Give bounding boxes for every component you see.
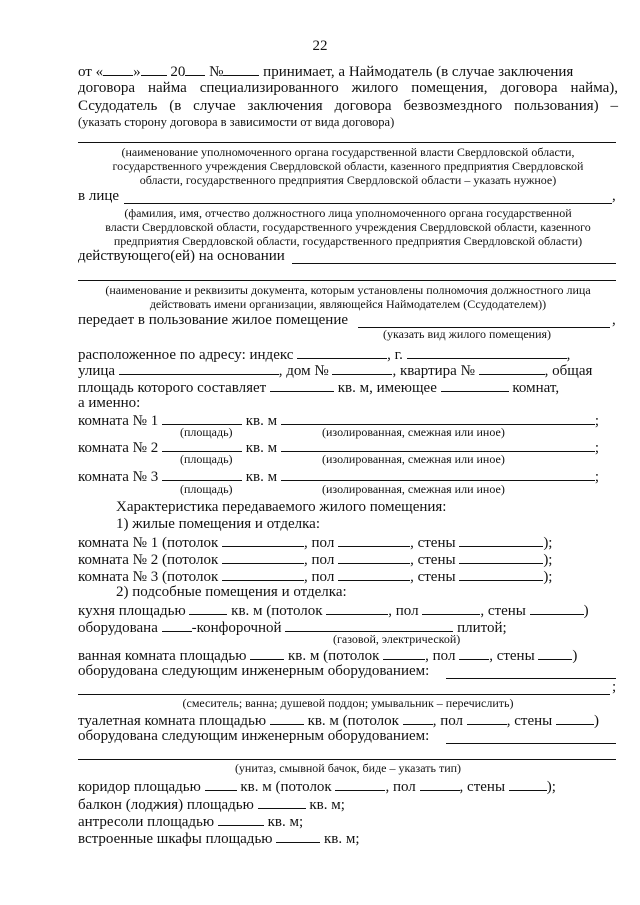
intro-line-2: договора найма специализированного жилого помещения, договора найма), <box>78 80 618 96</box>
hint-type: (указать вид жилого помещения) <box>383 327 551 341</box>
kitchen-equipped-label: оборудована <box>78 620 158 636</box>
hint-authority-1: (наименование уполномоченного органа государственной власти Свердловской области, <box>121 145 575 159</box>
hint-official-1: (фамилия, имя, отчество должностного лица уполномоченного органа государственной <box>124 206 572 220</box>
room-3-hint-area: (площадь) <box>180 482 233 496</box>
basis-field-2[interactable] <box>78 280 616 281</box>
address-label: расположенное по адресу: индекс <box>78 347 294 363</box>
hint-official-3: предприятия Свердловской области, государственного предприятия Свердловской области) <box>113 234 583 248</box>
room-2-kind-field[interactable] <box>281 438 595 452</box>
closets-label: встроенные шкафы площадью <box>78 831 273 847</box>
house-field[interactable] <box>332 361 392 375</box>
finish-3-floor-label: , пол <box>304 569 335 585</box>
page-number: 22 <box>312 38 328 54</box>
rooms-count-field[interactable] <box>441 378 509 392</box>
bathroom-equipment-label: оборудована следующим инженерным оборудованием: <box>78 663 430 679</box>
corridor-area-field[interactable] <box>205 777 237 791</box>
kitchen-walls-field[interactable] <box>530 601 584 615</box>
closets-unit: кв. м; <box>324 831 360 847</box>
toilet-area-label: туалетная комната площадью <box>78 713 267 729</box>
hint-document-2: действовать имени организации, являющейся Наймодателем (Ссудодателем)) <box>149 297 547 311</box>
kitchen-hint: (газовой, электрической) <box>333 632 461 646</box>
balcony-area-field[interactable] <box>258 795 306 809</box>
toilet-walls-field[interactable] <box>556 711 594 725</box>
finish-1-floor-label: , пол <box>304 535 335 551</box>
in-person-end: , <box>612 188 616 204</box>
closets-line <box>78 829 618 848</box>
mezzanine-unit: кв. м; <box>267 814 304 830</box>
kitchen-ceiling-label: кв. м (потолок <box>231 603 323 619</box>
bathroom-equipment-end: ; <box>612 679 617 695</box>
room-2-hint-kind: (изолированная, смежная или иное) <box>322 452 505 466</box>
room-1-kind-field[interactable] <box>281 411 595 425</box>
room-2-unit: кв. м <box>245 440 278 456</box>
toilet-equipment-label: оборудована следующим инженерным оборудованием: <box>78 728 430 744</box>
day-field[interactable] <box>103 62 133 76</box>
corridor-ceiling-label: кв. м (потолок <box>240 779 332 795</box>
hint-document-1: (наименование и реквизиты документа, которым установлены полномочия должностного лица <box>105 283 591 297</box>
toilet-end: ) <box>594 713 599 729</box>
toilet-walls-label: , стены <box>506 713 553 729</box>
finish-1-ceiling-field[interactable] <box>222 533 304 547</box>
intro-from: от « <box>78 64 104 80</box>
stove-label: плитой; <box>457 620 507 636</box>
section-2-title: 2) подсобные помещения и отделка: <box>116 584 347 600</box>
room-2-hint-area: (площадь) <box>180 452 233 466</box>
kitchen-ceiling-field[interactable] <box>326 601 388 615</box>
namely-label: а именно: <box>78 395 141 411</box>
kitchen-floor-label: , пол <box>388 603 419 619</box>
finish-3-walls-field[interactable] <box>459 567 543 581</box>
corridor-walls-field[interactable] <box>509 777 547 791</box>
bathroom-ceiling-label: кв. м (потолок <box>287 648 380 664</box>
total-label: , общая <box>544 363 593 379</box>
intro-hint: (указать сторону договора в зависимости от вида договора) <box>78 115 395 129</box>
corridor-floor-field[interactable] <box>420 777 460 791</box>
finish-1-floor-field[interactable] <box>338 533 410 547</box>
room-2-label: комната № 2 <box>78 440 159 456</box>
toilet-floor-field[interactable] <box>467 711 507 725</box>
city-field[interactable] <box>407 345 567 359</box>
flat-label: , квартира № <box>392 363 475 379</box>
hint-authority-2: государственного учреждения Свердловской области, казенного предприятия Свердловской <box>112 159 584 173</box>
room-1-area-field[interactable] <box>162 411 242 425</box>
finish-2-floor-label: , пол <box>304 552 335 568</box>
rooms-label: комнат, <box>512 380 560 396</box>
address-end: , <box>566 347 571 363</box>
characteristics-title: Характеристика передаваемого жилого помещения: <box>116 499 447 515</box>
finish-2-walls-field[interactable] <box>459 550 543 564</box>
city-label: , г. <box>387 347 403 363</box>
finish-3-ceiling-field[interactable] <box>222 567 304 581</box>
postal-index-field[interactable] <box>297 345 387 359</box>
finish-1-walls-field[interactable] <box>459 533 543 547</box>
kitchen-area-field[interactable] <box>189 601 227 615</box>
room-2-area-field[interactable] <box>162 438 242 452</box>
kitchen-walls-label: , стены <box>480 603 526 619</box>
finish-1-walls-label: , стены <box>410 535 456 551</box>
corridor-floor-label: , пол <box>385 779 416 795</box>
bathroom-area-label: ванная комната площадью <box>78 648 247 664</box>
room-1-unit: кв. м <box>245 413 278 429</box>
number-field[interactable] <box>223 62 259 76</box>
mezzanine-area-field[interactable] <box>218 812 264 826</box>
room-3-unit: кв. м <box>245 469 278 485</box>
bathroom-equipment-field-2[interactable] <box>78 694 610 695</box>
bathroom-floor-label: , пол <box>425 648 456 664</box>
room-3-area-field[interactable] <box>162 467 242 481</box>
bathroom-hint: (смеситель; ванна; душевой поддон; умывальник – перечислить) <box>182 696 514 710</box>
finish-1-ceiling-label: комната № 1 (потолок <box>78 535 219 551</box>
mezzanine-label: антресоли площадью <box>78 814 215 830</box>
room-1-end: ; <box>594 413 600 429</box>
intro-quote: » <box>133 64 141 80</box>
finish-2-walls-label: , стены <box>410 552 456 568</box>
room-1-hint-kind: (изолированная, смежная или иное) <box>322 425 505 439</box>
kitchen-area-label: кухня площадью <box>78 603 186 619</box>
intro-text-1: принимает, а Наймодатель (в случае заключения <box>263 64 574 80</box>
in-person-label: в лице <box>78 188 120 204</box>
intro-number-sign: № <box>209 64 224 80</box>
official-name-field[interactable] <box>124 203 612 204</box>
room-3-end: ; <box>594 469 600 485</box>
flat-field[interactable] <box>479 361 545 375</box>
intro-line-3: Ссудодатель (в случае заключения договора безвозмездного пользования) – <box>78 98 618 114</box>
section-1-title: 1) жилые помещения и отделка: <box>116 516 321 532</box>
closets-area-field[interactable] <box>276 829 320 843</box>
finish-2-ceiling-field[interactable] <box>222 550 304 564</box>
corridor-end: ); <box>546 779 556 795</box>
finish-2-ceiling-label: комната № 2 (потолок <box>78 552 219 568</box>
corridor-line <box>78 777 618 796</box>
authority-field[interactable] <box>78 142 616 143</box>
bathroom-floor-field[interactable] <box>459 646 489 660</box>
total-area-field[interactable] <box>270 378 334 392</box>
intro-line-1 <box>78 62 618 81</box>
finish-1-end: ); <box>543 535 553 551</box>
room-2-end: ; <box>594 440 600 456</box>
toilet-hint: (унитаз, смывной бачок, биде – указать тип) <box>234 761 462 775</box>
kitchen-end: ) <box>583 603 589 619</box>
toilet-area-field[interactable] <box>270 711 304 725</box>
bathroom-equipment-field[interactable] <box>446 678 616 679</box>
burners-label: -конфорочной <box>191 620 282 636</box>
transfer-end: , <box>612 312 616 328</box>
room-3-label: комната № 3 <box>78 469 159 485</box>
room-3-hint-kind: (изолированная, смежная или иное) <box>322 482 505 496</box>
finish-3-end: ); <box>543 569 553 585</box>
balcony-unit: кв. м; <box>309 797 345 813</box>
basis-field[interactable] <box>292 263 616 264</box>
room-1-hint-area: (площадь) <box>180 425 233 439</box>
house-label: , дом № <box>278 363 329 379</box>
finish-2-floor-field[interactable] <box>338 550 410 564</box>
bathroom-ceiling-field[interactable] <box>383 646 425 660</box>
street-field[interactable] <box>119 361 279 375</box>
transfer-label: передает в пользование жилое помещение <box>78 312 349 328</box>
bathroom-area-field[interactable] <box>250 646 284 660</box>
corridor-area-label: коридор площадью <box>78 779 201 795</box>
room-1-label: комната № 1 <box>78 413 159 429</box>
street-label: улица <box>78 363 116 379</box>
bathroom-walls-label: , стены <box>489 648 535 664</box>
burners-field[interactable] <box>162 618 192 632</box>
toilet-equipment-field[interactable] <box>446 743 616 744</box>
balcony-label: балкон (лоджия) площадью <box>78 797 254 813</box>
room-3-kind-field[interactable] <box>281 467 595 481</box>
corridor-walls-label: , стены <box>459 779 506 795</box>
toilet-ceiling-field[interactable] <box>403 711 433 725</box>
toilet-ceiling-label: кв. м (потолок <box>307 713 399 729</box>
area-unit-label: кв. м, имеющее <box>337 380 437 396</box>
area-label: площадь которого составляет <box>78 380 267 396</box>
finish-3-ceiling-label: комната № 3 (потолок <box>78 569 219 585</box>
acting-label: действующего(ей) на основании <box>78 248 285 264</box>
finish-3-walls-label: , стены <box>410 569 456 585</box>
toilet-equipment-field-2[interactable] <box>78 759 616 760</box>
corridor-ceiling-field[interactable] <box>335 777 385 791</box>
bathroom-end: ) <box>572 648 578 664</box>
bathroom-walls-field[interactable] <box>538 646 572 660</box>
hint-official-2: власти Свердловской области, государственного учреждения Свердловской области, казенного <box>105 220 591 234</box>
toilet-floor-label: , пол <box>432 713 464 729</box>
stove-type-field[interactable] <box>285 618 453 632</box>
finish-2-end: ); <box>543 552 553 568</box>
intro-year-prefix: 20 <box>170 64 186 80</box>
year-field[interactable] <box>185 62 205 76</box>
finish-3-floor-field[interactable] <box>338 567 410 581</box>
kitchen-floor-field[interactable] <box>422 601 480 615</box>
hint-authority-3: области, государственного предприятия Свердловской области – указать нужное) <box>139 173 557 187</box>
month-field[interactable] <box>141 62 167 76</box>
